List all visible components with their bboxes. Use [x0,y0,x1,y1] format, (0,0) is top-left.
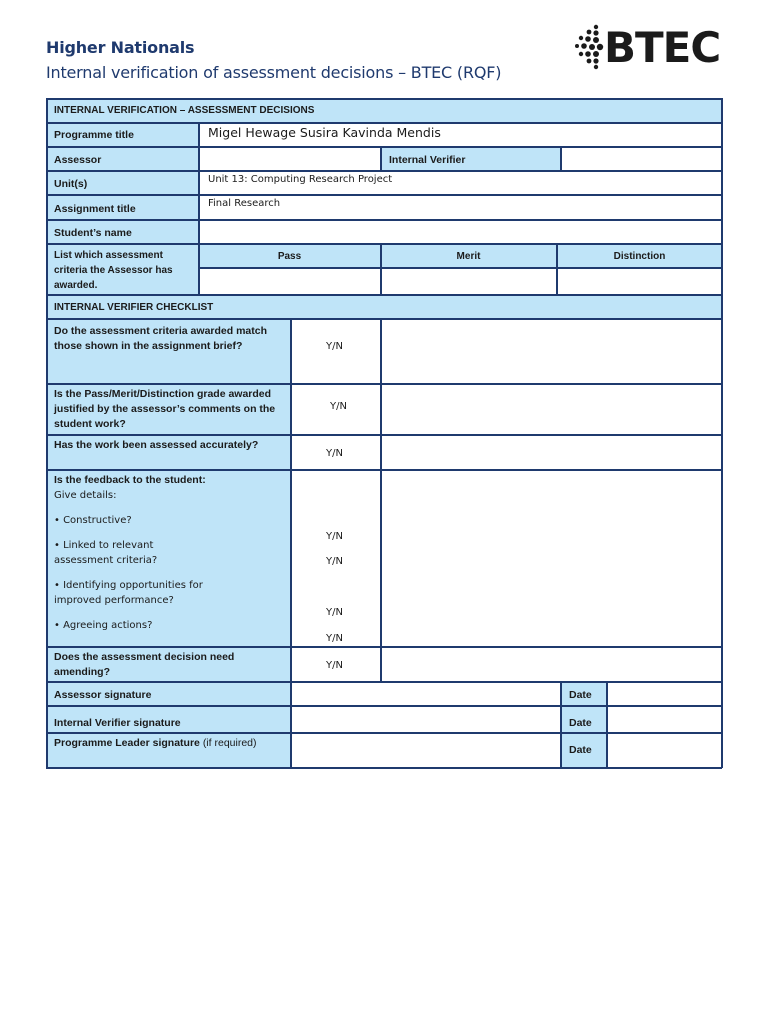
feedback-title: Is the feedback to the student: [54,474,206,486]
merit-criteria-field[interactable] [381,268,556,294]
pl-date-field[interactable] [607,733,722,768]
rule [46,767,722,769]
units-field[interactable]: Unit 13: Computing Research Project [199,171,722,194]
distinction-header: Distinction [557,244,722,267]
document-title: Higher Nationals [46,38,195,57]
units-label: Unit(s) [46,171,198,194]
rule [380,318,382,681]
assessor-date-field[interactable] [607,682,722,705]
iv-signature-field[interactable] [291,706,560,732]
rule [560,681,562,768]
iv-signature-label: Internal Verifier signature [46,706,290,732]
rule [46,243,722,245]
rule [46,122,722,124]
document-subtitle: Internal verification of assessment decisions – BTEC (RQF) [46,63,502,82]
pass-criteria-field[interactable] [199,268,380,294]
pl-signature-suffix: (if required) [202,737,257,749]
assessor-signature-label: Assessor signature [46,682,290,705]
rule [556,243,558,294]
rule [46,194,722,196]
yn-cell-grade-justified[interactable] [291,384,380,434]
feedback-item-constructive: • Constructive? [54,515,132,526]
iv-date-field[interactable] [607,706,722,732]
assessor-field[interactable] [199,147,380,170]
rule [290,318,292,768]
feedback-item-agreeing: • Agreeing actions? [54,620,153,631]
pass-header: Pass [199,244,380,267]
question-feedback [46,470,290,646]
distinction-criteria-field[interactable] [557,268,722,294]
students-name-field[interactable] [199,220,722,243]
rule [46,318,722,320]
rule [46,98,722,100]
iv-date-label: Date [561,706,606,732]
dots-logo-icon [574,24,606,70]
programme-title-field[interactable]: Migel Hewage Susira Kavinda Mendis [199,123,722,146]
rule [721,98,723,768]
pl-signature-field[interactable] [291,733,560,768]
programme-title-label: Programme title [46,123,198,146]
rule [198,122,200,294]
rule [46,732,722,734]
yn-cell-assessed-accurately[interactable] [291,435,380,469]
rule [380,243,382,294]
rule [380,146,382,170]
feedback-give-details: Give details: [54,490,117,501]
question-grade-justified: Is the Pass/Merit/Distinction grade awarded justified by the assessor’s comments on the student work? [46,384,290,434]
rule [198,267,722,269]
internal-verifier-field[interactable] [561,147,722,170]
yn-cell-feedback[interactable] [291,470,380,646]
yn-agreeing: Y/N [326,633,343,644]
pl-date-label: Date [561,733,606,768]
yn-linked: Y/N [326,556,343,567]
rule [46,146,722,148]
btec-logo-text: BTEC [604,23,721,72]
rule [46,469,722,471]
yn-constructive: Y/N [326,531,343,542]
students-name-label: Student’s name [46,220,198,243]
pl-signature-text: Programme Leader signature [54,737,200,749]
rule [46,219,722,221]
yn-criteria-match: Y/N [326,341,343,352]
details-decision-amending[interactable] [381,647,722,681]
yn-assessed-accurately: Y/N [326,448,343,459]
yn-opportunities: Y/N [326,607,343,618]
rule [46,383,722,385]
merit-header: Merit [381,244,556,267]
rule [46,294,722,296]
details-criteria-match[interactable] [381,319,722,383]
feedback-item-linked: • Linked to relevant assessment criteria? [54,540,158,566]
rule [46,170,722,172]
btec-logo [574,22,724,74]
rule [606,681,608,768]
assessor-label: Assessor [46,147,198,170]
rule [560,146,562,170]
details-grade-justified[interactable] [381,384,722,434]
rule [46,705,722,707]
document-header [46,38,501,82]
rule [46,681,722,683]
section-heading-checklist: INTERNAL VERIFIER CHECKLIST [46,295,722,318]
feedback-item-opportunities: • Identifying opportunities for improved performance? [54,580,203,606]
assessor-signature-field[interactable] [291,682,560,705]
yn-decision-amending: Y/N [326,660,343,671]
yn-grade-justified: Y/N [330,401,347,412]
rule [46,98,48,768]
verification-form [46,98,722,768]
yn-cell-criteria-match[interactable] [291,319,380,383]
rule [46,434,722,436]
assignment-title-field[interactable]: Final Research [199,195,722,219]
question-decision-amending: Does the assessment decision need amending? [46,647,290,681]
internal-verifier-label: Internal Verifier [381,147,560,170]
question-assessed-accurately: Has the work been assessed accurately? [46,435,290,469]
assignment-title-label: Assignment title [46,195,198,219]
rule [46,646,722,648]
pl-signature-label [46,733,290,768]
assessor-date-label: Date [561,682,606,705]
question-criteria-match: Do the assessment criteria awarded match those shown in the assignment brief? [46,319,290,383]
yn-cell-decision-amending[interactable] [291,647,380,681]
section-heading-decisions: INTERNAL VERIFICATION – ASSESSMENT DECISIONS [46,98,722,122]
criteria-awarded-label: List which assessment criteria the Assessor has awarded. [46,244,198,294]
details-feedback[interactable] [381,470,722,646]
details-assessed-accurately[interactable] [381,435,722,469]
